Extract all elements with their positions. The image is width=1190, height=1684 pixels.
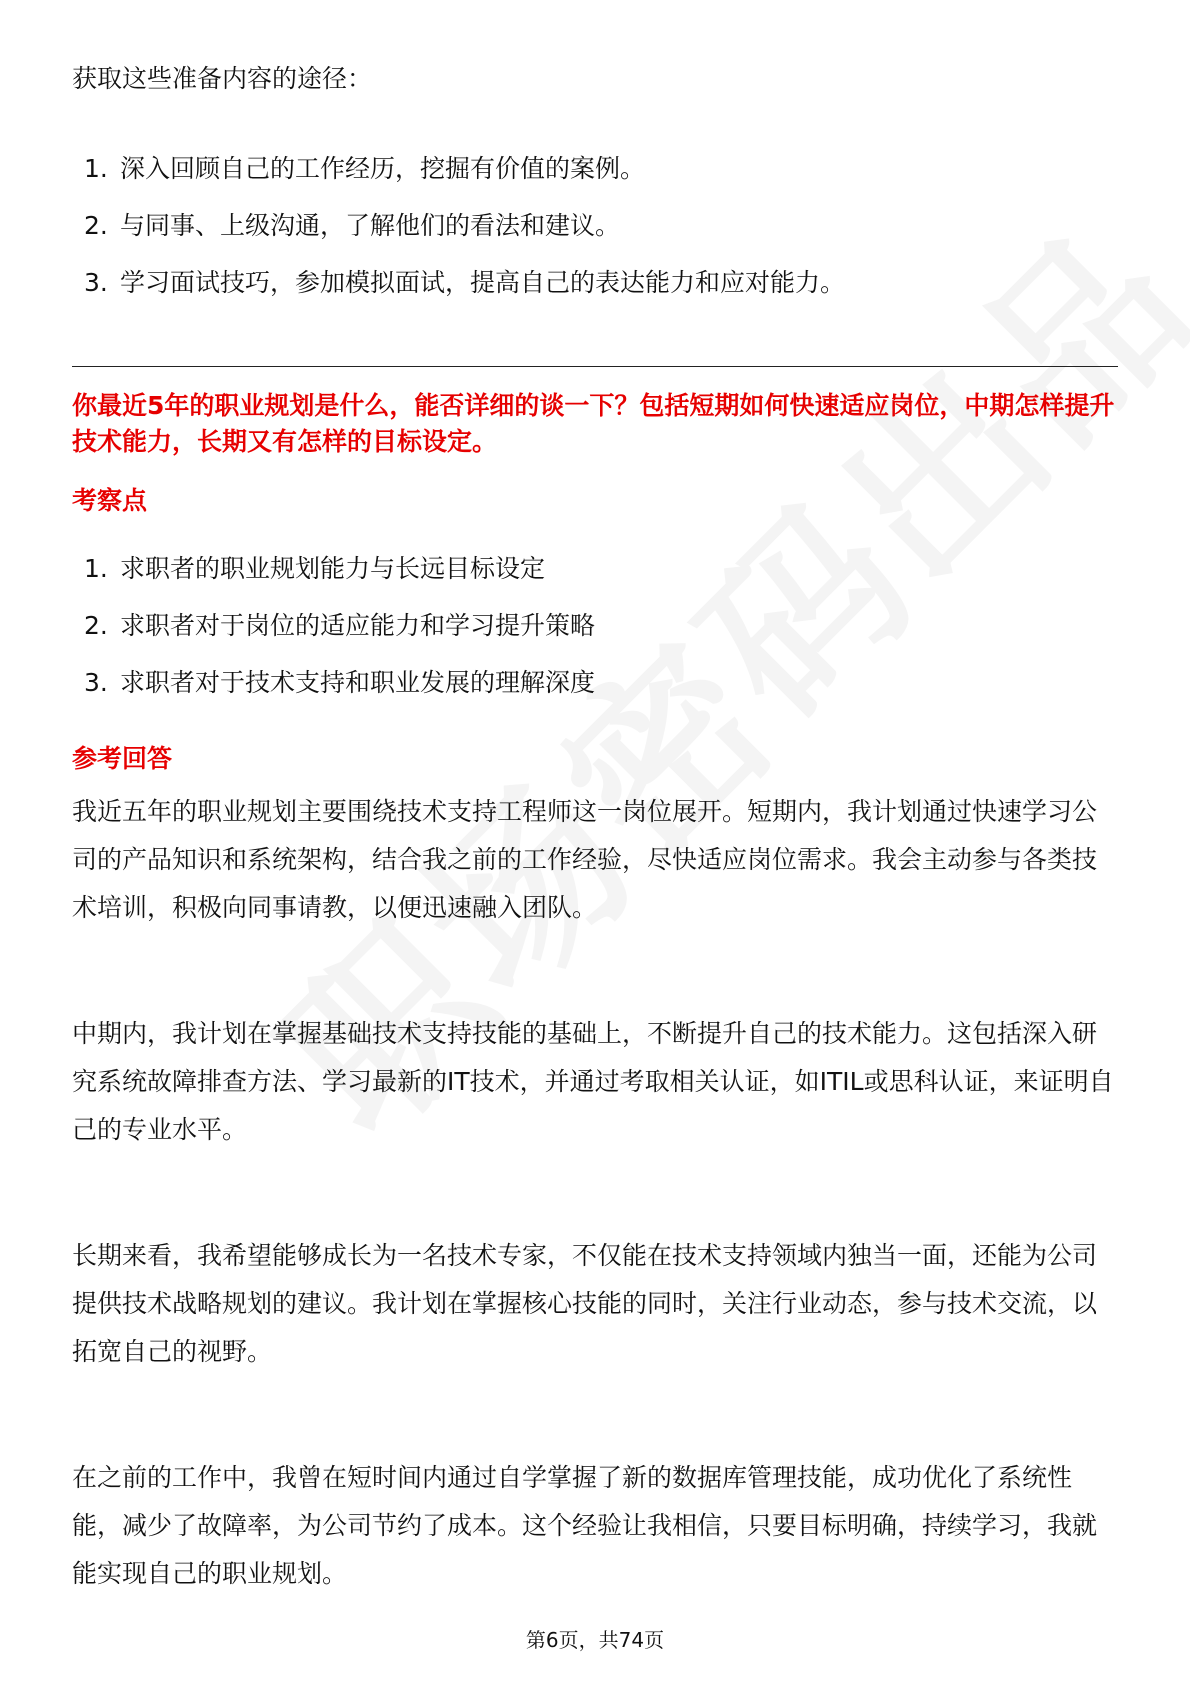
list-number: 2. [84,211,108,240]
exam-points-list [84,552,595,723]
list-text: 求职者的职业规划能力与长远目标设定 [120,554,546,583]
list-item [84,209,845,266]
answer-paragraph: 长期来看，我希望能够成长为一名技术专家，不仅能在技术支持领域内独当一面，还能为公司提供技术战略规划的建议。我计划在掌握核心技能的同时，关注行业动态，参与技术交流，以拓宽自己的视野。 [72,1241,1098,1366]
intro-text: 获取这些准备内容的途径： [72,64,373,93]
answer-paragraph: 在之前的工作中，我曾在短时间内通过自学掌握了新的数据库管理技能，成功优化了系统性能，减少了故障率，为公司节约了成本。这个经验让我相信，只要目标明确，持续学习，我就能实现自己的职业规划。 [72,1463,1098,1588]
list-number: 3. [84,668,108,697]
question-heading: 你最近5年的职业规划是什么，能否详细的谈一下？包括短期如何快速适应岗位，中期怎样提升技术能力，长期又有怎样的目标设定。 [72,391,1115,456]
page-number: 第6页，共74页 [525,1628,665,1652]
list-number: 2. [84,611,108,640]
list-number: 1. [84,554,108,583]
answer-paragraph: 我近五年的职业规划主要围绕技术支持工程师这一岗位展开。短期内，我计划通过快速学习公司的产品知识和系统架构，结合我之前的工作经验，尽快适应岗位需求。我会主动参与各类技术培训，积极向同事请教，以便迅速融入团队。 [72,797,1098,922]
list-item [84,666,595,723]
list-text: 深入回顾自己的工作经历，挖掘有价值的案例。 [120,154,646,183]
answer-paragraph: 中期内，我计划在掌握基础技术支持技能的基础上，不断提升自己的技术能力。这包括深入研究系统故障排查方法、学习最新的IT技术，并通过考取相关认证，如ITIL或思科认证，来证明自己的专业水平。 [72,1019,1114,1144]
list-text: 学习面试技巧，参加模拟面试，提高自己的表达能力和应对能力。 [120,268,846,297]
list-text: 求职者对于岗位的适应能力和学习提升策略 [120,611,596,640]
list-item [84,266,845,323]
prep-list [84,152,845,323]
list-number: 3. [84,268,108,297]
exam-points-heading: 考察点 [72,486,148,515]
list-number: 1. [84,154,108,183]
list-text: 与同事、上级沟通，了解他们的看法和建议。 [120,211,621,240]
reference-answer-heading: 参考回答 [72,744,173,773]
section-divider [72,366,1118,367]
list-item [84,552,595,609]
list-item [84,152,845,209]
list-text: 求职者对于技术支持和职业发展的理解深度 [120,668,596,697]
list-item [84,609,595,666]
